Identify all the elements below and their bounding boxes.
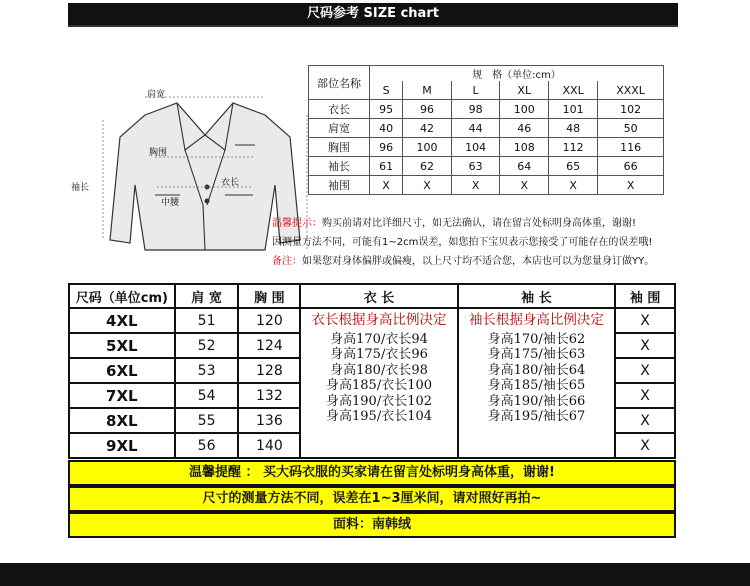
fabric-row: 面料：南韩绒 [68,512,676,538]
spec-cell: 101 [549,100,598,119]
shoulder-cell: 55 [175,408,239,433]
shoulder-cell: 53 [175,358,239,383]
bottom-bar [0,563,750,586]
header-sleeve: 袖 长 [458,284,615,308]
spec-cell: 46 [500,119,549,138]
cuff-cell: X [615,333,675,358]
header-cuff: 袖 围 [615,284,675,308]
chest-label: 胸围 [149,148,168,158]
size-cell: 9XL [69,433,175,458]
shoulder-cell: 54 [175,383,239,408]
spec-cell: 112 [549,138,598,157]
sleeve-heading: 袖长根据身高比例决定 [468,312,604,328]
spec-row [309,119,664,138]
spec-cell: 40 [370,119,403,138]
spec-row-label: 衣长 [309,100,370,119]
spec-header-title: 规 格（单位:cm） [370,66,664,82]
spec-cell: 104 [451,138,500,157]
shoulder-cell: 51 [175,308,239,333]
reminder-row: 温馨提醒 ： 买大码衣服的买家请在留言处标明身高体重，谢谢! [68,460,676,486]
sleeve-line: 身高175/袖长63 [487,347,586,362]
note-line [272,214,654,233]
note-text: 如果您对身体偏胖或偏瘦，以上尺寸均不适合您，本店也可以为您量身订做YY。 [302,256,655,267]
spec-cell: 102 [598,100,664,119]
spec-cell: X [403,176,452,195]
chest-cell: 136 [238,408,300,433]
spec-size-head: XXXL [598,81,664,100]
notes-block [272,214,654,271]
cuff-cell: X [615,433,675,458]
length-line: 身高180/衣长98 [330,362,428,378]
spec-cell: 65 [549,157,598,176]
size-cell: 8XL [69,408,175,433]
size-cell: 7XL [69,383,175,408]
spec-cell: 100 [403,138,452,157]
length-description [300,308,457,458]
sleeve-line: 身高170/袖长62 [487,331,586,347]
chest-cell: 132 [238,383,300,408]
spec-size-head: XXL [549,81,598,100]
spec-cell: 62 [403,157,452,176]
spec-cell: 96 [403,100,452,119]
chest-cell: 120 [238,308,300,333]
spec-cell: 95 [370,100,403,119]
spec-cell: 108 [500,138,549,157]
size-cell: 4XL [69,308,175,333]
length-line: 身高170/衣长94 [330,331,428,347]
sleeve-description [458,308,615,458]
spec-cell: 48 [549,119,598,138]
spec-cell: 66 [598,157,664,176]
sleeve-line: 身高185/袖长65 [487,378,586,393]
spec-row-label: 胸围 [309,138,370,157]
shoulder-label: 肩宽 [147,90,166,100]
sleeve-line: 身高195/袖长67 [487,409,586,424]
spec-cell: 98 [451,100,500,119]
size-cell: 5XL [69,333,175,358]
spec-cell: X [370,176,403,195]
shoulder-cell: 52 [175,333,239,358]
length-heading: 衣长根据身高比例决定 [311,312,447,328]
spec-cell: 63 [451,157,500,176]
cuff-cell: X [615,408,675,433]
chest-cell: 124 [238,333,300,358]
length-line: 身高175/衣长96 [330,347,428,362]
chest-cell: 140 [238,433,300,458]
spec-row-label: 袖围 [309,176,370,195]
spec-cell: 100 [500,100,549,119]
length-line: 身高195/衣长104 [326,409,433,424]
chest-cell: 128 [238,358,300,383]
spec-cell: X [549,176,598,195]
header-chest: 胸 围 [238,284,300,308]
spec-cell: 96 [370,138,403,157]
spec-cell: X [500,176,549,195]
length-line: 身高190/衣长102 [326,393,433,409]
sleeve-line: 身高180/袖长64 [487,362,586,378]
spec-cell: 61 [370,157,403,176]
spec-cell: X [598,176,664,195]
spec-cell: 116 [598,138,664,157]
table-row [69,308,675,333]
spec-cell: 50 [598,119,664,138]
note-prefix: 温馨提示： [272,218,322,229]
size-cell: 6XL [69,358,175,383]
cuff-cell: X [615,383,675,408]
note-line [272,252,654,271]
cuff-cell: X [615,308,675,333]
spec-size-head: XL [500,81,549,100]
page-title: 尺码参考 SIZE chart [68,3,678,25]
sleeve-label: 袖长 [71,183,90,193]
cuff-cell: X [615,358,675,383]
note-prefix: 备注： [272,256,302,267]
spec-row [309,176,664,195]
note-text: 因测量方法不同，可能有1~2cm误差，如您拍下宝贝表示您接受了可能存在的误差哦! [272,237,653,248]
spec-table [308,65,664,195]
spec-row [309,157,664,176]
spec-cell: 64 [500,157,549,176]
sleeve-line: 身高190/袖长66 [487,393,586,409]
waist-label: 中腰 [161,198,180,208]
header-shoulder: 肩 宽 [175,284,239,308]
note-line [272,233,654,252]
size-table [68,283,676,459]
spec-row-label: 袖长 [309,157,370,176]
spec-corner: 部位名称 [309,66,370,100]
spec-row [309,100,664,119]
spec-row-label: 肩宽 [309,119,370,138]
length-line: 身高185/衣长100 [326,378,433,393]
header-size: 尺码（单位cm) [69,284,175,308]
spec-cell: 42 [403,119,452,138]
spec-size-head: M [403,81,452,100]
spec-cell: X [451,176,500,195]
note-text: 购买前请对比详细尺寸，如无法确认，请在留言处标明身高体重，谢谢! [322,218,637,229]
measurement-note-row: 尺寸的测量方法不同，误差在1~3厘米间，请对照好再拍~ [68,486,676,512]
spec-size-head: L [451,81,500,100]
length-label: 衣长 [221,178,240,188]
shoulder-cell: 56 [175,433,239,458]
spec-row [309,138,664,157]
spec-cell: 44 [451,119,500,138]
spec-size-head: S [370,81,403,100]
title-divider [68,25,678,27]
header-length: 衣 长 [300,284,457,308]
